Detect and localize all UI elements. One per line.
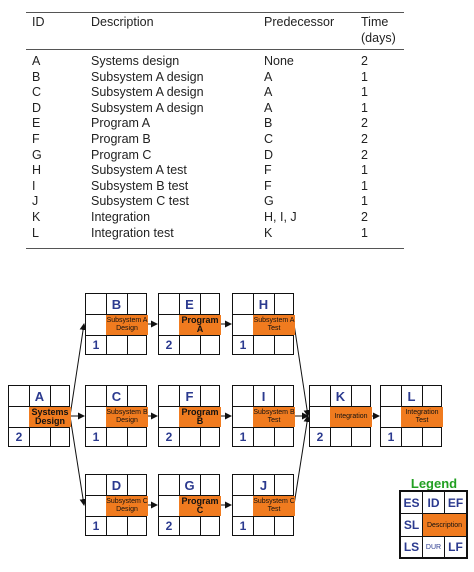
cell-predecessor: G (264, 194, 274, 209)
arrow-j-k (294, 416, 308, 505)
cell-id: K (32, 210, 41, 224)
cell-id: E (32, 116, 41, 131)
legend-ls: LS (400, 536, 423, 558)
cell-description: Subsystem C test (91, 194, 189, 209)
node-id: H (258, 297, 269, 312)
cell-predecessor: H, I, J (264, 210, 297, 224)
arrow-h-k (294, 324, 308, 416)
header-time: Time (days) (361, 15, 396, 45)
node-duration: 1 (92, 519, 100, 533)
cell-time: 2 (361, 116, 368, 131)
cell-time: 2 (361, 132, 368, 146)
node-duration: 2 (165, 519, 173, 533)
node-duration: 2 (316, 430, 324, 444)
legend-box (399, 490, 468, 559)
cell-time: 1 (361, 100, 368, 115)
cell-time: 2 (361, 210, 368, 224)
node-description: Subsystem C Test (253, 496, 295, 516)
cell-description: Program A (91, 116, 151, 131)
node-description: Systems Design (29, 407, 71, 427)
legend-es: ES (400, 491, 423, 514)
cell-predecessor: A (264, 85, 273, 100)
legend-lf: LF (444, 536, 467, 558)
cell-id: L (32, 225, 39, 240)
node-duration: 2 (165, 338, 173, 352)
node-description: Integration Test (401, 407, 443, 427)
node-description: Subsystem A Design (106, 315, 148, 335)
cell-time: 2 (361, 54, 368, 68)
cell-time: 1 (361, 194, 368, 209)
node-description: Program B (179, 407, 221, 427)
cell-time: 1 (361, 69, 368, 84)
cell-id: F (32, 132, 40, 146)
header-predecessor: Predecessor (264, 15, 335, 29)
arrow-a-d (70, 416, 84, 505)
node-duration: 1 (92, 430, 100, 444)
node-duration: 1 (239, 430, 247, 444)
arrow-a-b (70, 324, 84, 416)
node-description: Subsystem B Test (253, 407, 295, 427)
cell-description: Subsystem A design (91, 85, 204, 100)
node-description: Program A (179, 315, 221, 335)
node-description: Subsystem C Design (106, 496, 148, 516)
header-description: Description (91, 15, 154, 29)
cell-description: Subsystem A design (91, 69, 204, 84)
legend-dur: DUR (422, 536, 445, 558)
activity-node-i (232, 385, 294, 447)
legend-title: Legend (410, 476, 458, 491)
cell-predecessor: F (264, 178, 272, 193)
cell-time: 1 (361, 85, 368, 100)
node-id: J (259, 478, 268, 493)
activity-node-f (158, 385, 220, 447)
cell-id: D (32, 100, 42, 115)
node-id: E (185, 297, 194, 312)
activity-node-e (158, 293, 220, 355)
header-id: ID (32, 15, 45, 29)
node-duration: 1 (239, 338, 247, 352)
cell-predecessor: D (264, 147, 274, 162)
cell-time: 1 (361, 163, 368, 178)
activity-node-l (380, 385, 442, 447)
cell-predecessor: A (264, 100, 273, 115)
node-description: Program C (179, 496, 221, 516)
cell-id: I (32, 178, 36, 193)
activity-node-k (309, 385, 371, 447)
node-description: Integration (330, 407, 372, 427)
activity-node-b (85, 293, 147, 355)
node-id: K (335, 389, 346, 404)
node-description: Subsystem A Test (253, 315, 295, 335)
activity-node-d (85, 474, 147, 536)
node-duration: 1 (92, 338, 100, 352)
cell-id: G (32, 147, 42, 162)
cell-predecessor: K (264, 225, 273, 240)
cell-description: Systems design (91, 54, 180, 68)
node-duration: 1 (387, 430, 395, 444)
legend-id: ID (422, 491, 445, 514)
cell-description: Integration test (91, 225, 174, 240)
node-duration: 2 (165, 430, 173, 444)
cell-predecessor: B (264, 116, 273, 131)
cell-id: A (32, 54, 41, 68)
cell-description: Integration (91, 210, 151, 224)
cell-description: Program C (91, 147, 152, 162)
cell-description: Program B (91, 132, 151, 146)
activity-node-h (232, 293, 294, 355)
node-duration: 2 (15, 430, 23, 444)
cell-description: Subsystem B test (91, 178, 189, 193)
cell-id: J (32, 194, 39, 209)
cell-time: 1 (361, 178, 368, 193)
node-id: I (261, 389, 266, 404)
legend-description: Description (422, 513, 467, 537)
cell-description: Subsystem A test (91, 163, 187, 178)
node-id: B (111, 297, 122, 312)
cell-id: H (32, 163, 42, 178)
cell-time: 1 (361, 225, 368, 240)
node-id: C (111, 389, 122, 404)
node-id: D (111, 478, 122, 493)
legend-sl: SL (400, 513, 423, 537)
node-duration: 1 (239, 519, 247, 533)
activity-node-c (85, 385, 147, 447)
activity-node-a (8, 385, 70, 447)
cell-predecessor: C (264, 132, 274, 146)
cell-description: Subsystem A design (91, 100, 204, 115)
node-description: Subsystem B Design (106, 407, 148, 427)
cell-predecessor: F (264, 163, 272, 178)
node-id: F (185, 389, 194, 404)
cell-predecessor: A (264, 69, 273, 84)
legend-ef: EF (444, 491, 467, 514)
cell-id: B (32, 69, 41, 84)
cell-predecessor: None (264, 54, 294, 68)
cell-id: C (32, 85, 42, 100)
node-id: A (34, 389, 45, 404)
activity-node-j (232, 474, 294, 536)
node-id: G (184, 478, 195, 493)
node-id: L (407, 389, 416, 404)
cell-time: 2 (361, 147, 368, 162)
activity-node-g (158, 474, 220, 536)
